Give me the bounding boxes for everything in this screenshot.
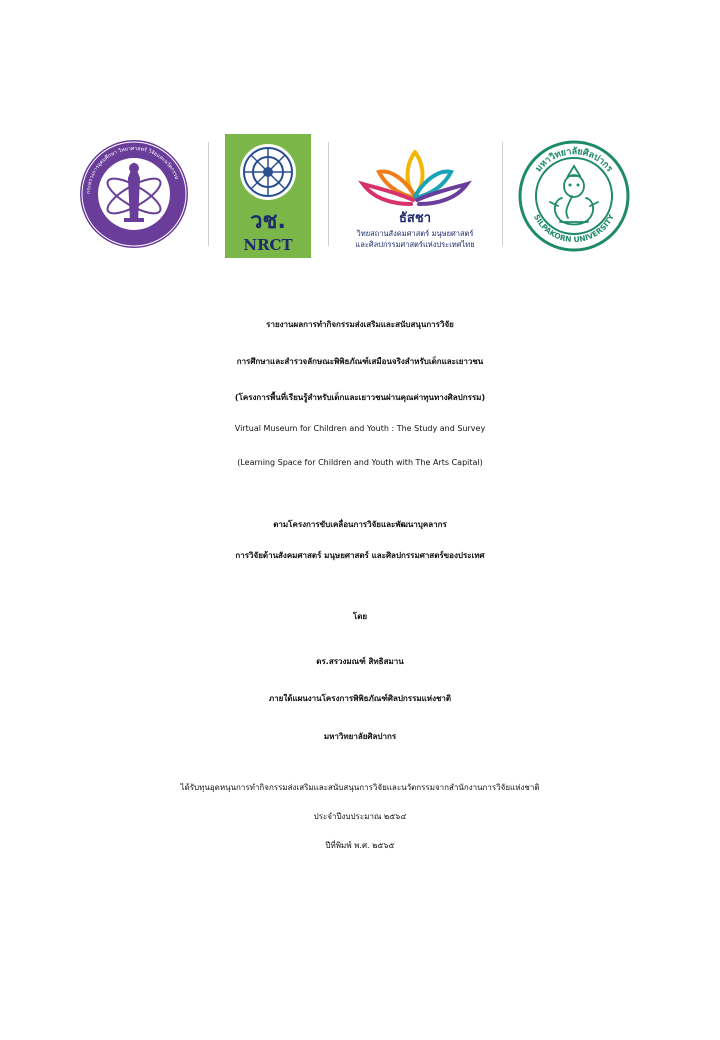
english-title: Virtual Museum for Children and Youth : The Study and Survey — [234, 424, 486, 433]
tsri-lotus-icon — [345, 144, 485, 254]
tsri-line2: และศิลปกรรมศาสตร์แห่งประเทศไทย — [355, 240, 475, 249]
report-title-line3: (โครงการพื้นที่เรียนรู้สำหรับเด็กและเยาวชนผ่านคุณค่าทุนทางศิลปกรรม) — [234, 393, 486, 402]
tsri-line1: วิทยสถานสังคมศาสตร์ มนุษยศาสตร์ — [356, 229, 474, 238]
logo-strip — [70, 130, 650, 260]
logo-divider — [208, 142, 209, 246]
nrct-abbr-th: วช. — [250, 209, 286, 234]
report-title-line1: รายงานผลการทำกิจกรรมส่งเสริมและสนับสนุนการวิจัย — [266, 320, 454, 329]
silpakorn-ring-th: มหาวิทยาลัยศิลปากร — [533, 146, 615, 175]
silpakorn-seal-icon — [518, 140, 630, 252]
author-name: ดร.สรวงมณฑ์ สิทธิสมาน — [316, 657, 404, 666]
logo-divider — [328, 142, 329, 246]
nrct-abbr-en: NRCT — [243, 236, 293, 254]
program-line2: การวิจัยด้านสังคมศาสตร์ มนุษยศาสตร์ และศิลปกรรมศาสตร์ของประเทศ — [235, 551, 485, 560]
by-label: โดย — [352, 612, 368, 621]
funding-year: ประจำปีงบประมาณ ๒๕๖๔ — [313, 812, 407, 821]
english-subtitle: (Learning Space for Children and Youth with The Arts Capital) — [237, 458, 483, 467]
author-university: มหาวิทยาลัยศิลปากร — [323, 732, 397, 741]
tsri-name: ธัสชา — [399, 211, 431, 226]
funding-line1: ได้รับทุนอุดหนุนการทำกิจกรรมส่งเสริมและสนับสนุนการวิจัยและนวัตกรรมจากสำนักงานการวิจัยแห่งชาติ — [180, 783, 540, 792]
author-unit: ภายใต้แผนงานโครงการพิพิธภัณฑ์ศิลปกรรมแห่งชาติ — [268, 694, 452, 703]
program-line1: ตามโครงการขับเคลื่อนการวิจัยและพัฒนาบุคลากร — [273, 520, 447, 529]
print-year: ปีที่พิมพ์ พ.ศ. ๒๕๖๕ — [325, 841, 395, 850]
mhesi-ring-text: กระทรวงการอุดมศึกษา วิทยาศาสตร์ วิจัยและนวัตกรรม — [85, 145, 180, 195]
silpakorn-ring-en: SILPAKORN UNIVERSITY — [532, 212, 616, 245]
logo-divider — [502, 142, 503, 246]
mhesi-seal-icon — [78, 138, 190, 250]
nrct-logo-icon — [225, 134, 311, 258]
report-title-line2: การศึกษาและสำรวจลักษณะพิพิธภัณฑ์เสมือนจริงสำหรับเด็กและเยาวชน — [236, 357, 484, 366]
